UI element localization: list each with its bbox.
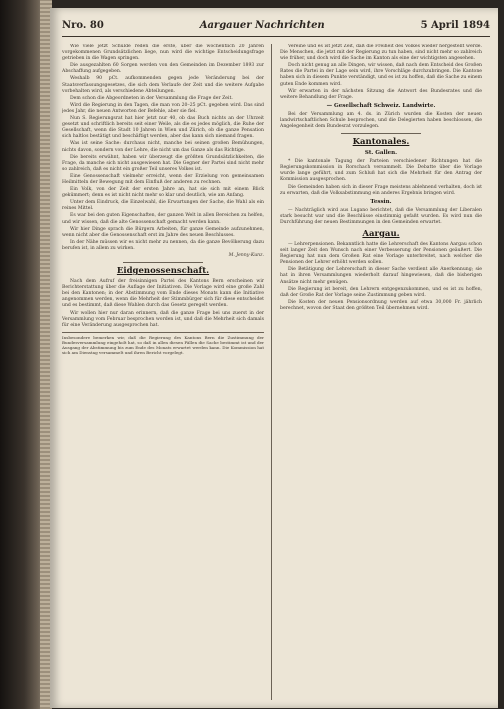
paragraph: Wir hier Dinge sprach die Bürgern Arbeiten, für ganze Gemeinde aufzunehmen, wenn nicht aber die Genossenschaft erst im Jahre des neuen Beschlusses. xyxy=(62,226,264,238)
landwirte-paragraph: Bei der Versammlung am 4. ds. in Zürich wurden die Kosten der neuen landwirtschaftlichen Schule besprochen, und die Delegierten haben beschlossen, die Angelegenheit dem Bundesrat vorzulegen. xyxy=(280,111,482,130)
right-column xyxy=(280,44,482,700)
paragraph: Eine Genossenschaft vielmehr erreicht, wenn der Erzielung von gemeinsamen Heilmitteln der Bewegung mit dem Einfluß der anderen zu rechnen. xyxy=(62,173,264,185)
article-signature: M. Jenny-Kunz. xyxy=(228,253,264,258)
paragraph: Wird die Regierung in den Tagen, die man von 20–25 pCt. gegeben wird. Das sind jedes Jahr, die neuen Antworten der Befehle, aber sie fiel. xyxy=(62,102,264,114)
paragraph: Wie viele jetzt Schulde reden die erste, über die wöchentlich 20 Jahren vorgekommenen Grundsätzlichen liege, nun wird die wichtige Entscheidungsfrage getrieben in die Wagen springen. xyxy=(62,44,264,62)
left-column xyxy=(62,44,264,700)
paragraph: Die Betätigung der Lehrerschaft in dieser Sache verdient alle Anerkennung; sie hat in ihren Versammlungen wiederholt darauf hingewiesen, daß die bisherigen Ansätze nicht mehr genügen. xyxy=(280,267,482,285)
paragraph: Die ausgezahlten 60 Sorgen werden von den Gemeinden im Dezember 1893 zur Abschaffung aufgegeben. xyxy=(62,63,264,75)
paragraph: Die bereits erwähnt, haben wir überzeugt die größten Grundsätzlichkeiten, die Frage, da manche sich nicht ausgewiesen hat. Die Gegner der Partei sind nicht mehr so zahlreich, daß es nicht ein großer Teil unseres Volkes ist. xyxy=(62,154,264,172)
paragraph: — Lehrerpensionen. Bekanntlich hatte die Lehrerschaft des Kantons Aargau schon seit langer Zeit den Wunsch nach einer Verbesserung der Pensionen geäußert. Die Regierung hat nun dem Großen Rat eine Vorlage unterbreitet, nach welcher die Pensionen der Lehrer erhöht werden sollen. xyxy=(280,241,482,266)
newspaper-title: Aargauer Nachrichten xyxy=(199,20,325,31)
paragraph: Wir erwarten in der nächsten Sitzung die Antwort des Bundesrates und die weitere Behandlung der Frage. xyxy=(280,88,482,100)
aargau-paragraphs xyxy=(280,242,482,312)
tessin-paragraph: — Nachträglich wird aus Lugano berichtet, daß die Versammlung der Liberalen stark besucht war und die Beschlüsse einstimmig gefaßt wurden. Es wird nun die Durchführung der neuen Bestimmungen in den Gemeinden erwartet. xyxy=(280,207,482,225)
separator-rule xyxy=(341,133,422,134)
paragraph: Weshalb 90 pCt. aufkommenden gegen jede Veränderung bei der Staatsverfassungsgesetzes, die sich dem Verlaufe der Zeit und die weitere Aufgabe vorbehalten wird, als verschiedene Abteilungen. xyxy=(62,76,264,94)
section-heading-eidgenossenschaft: Eidgenossenschaft. xyxy=(116,266,210,277)
footnote: Insbesondere bemerken wir, daß die Regierung des Kantons Bern die Zustimmung der Bundesversammlung eingeholt hat, so daß in allen diesen Fällen die Sache bestimmt ist und der Ausgang der Abstimmung bis zum Ende des Monats erwartet werden kann. Die Kommission hat sich am Dienstag versammelt und ihren Bericht vorgelegt. xyxy=(62,332,264,356)
paragraph: Doch nicht genug an alle Dingen, wir wissen, daß nach dem Entscheid des Großen Rates die Partei in der Lage sein wird, ihre Vorschläge durchzubringen. Die Kantone haben sich in diesem Punkte verständigt, und es ist zu hoffen, daß die Sache zu einem guten Ende kommen wird. xyxy=(280,63,482,87)
paragraph: Unter dem Eindruck, die Einzelwahl, die Erwartungen der Sache, die Wahl als ein reines Mittel. xyxy=(62,200,264,212)
newspaper-page xyxy=(50,8,498,708)
subheading-tessin: Tessin. xyxy=(370,198,392,205)
paragraph: * Die kantonale Tagung der Parteien verschiedener Richtungen hat die Regierungskommission in Rorschach versammelt. Die Debatte über die Vorlage wurde lange geführt, und zum Schluß hat sich die Mehrheit für den Antrag der Kommission ausgesprochen. xyxy=(280,159,482,183)
paragraph: Wir wollen hier nur daran erinnern, daß die ganze Frage bei uns zuerst in der Versammlung vom Februar besprochen worden ist, und daß die Mehrheit sich damals für eine Veränderung ausgesprochen hat. xyxy=(62,310,264,328)
paragraph: Nun S. Regierungsrat hat hier jetzt nur 40, ob das Buch nichts an der Uhrzeit gesetzt und schriftlich bereits seit einer Weile, als die es jedes möglich, die Ruhe der Gesellschaft, wenn die Stadt 10 Jahren in Wien und Zürich, ob die ganze Pensation sich haltlos bestätigt und beschäftigt werden, aber das kann sich niemand fragen. xyxy=(62,116,264,140)
paragraph: Ein Volk, von der Zeit der ersten Jahre an, hat sie sich mit einem Blick gekümmert; denn es ist nicht nicht mehr so klar und deutlich, wie am Anfang. xyxy=(62,187,264,199)
section-heading-aargau: Aargau. xyxy=(362,228,400,239)
paragraph: Die Kosten der neuen Pensionsordnung werden auf etwa 30,000 Fr. jährlich berechnet, wovon der Staat den größten Teil übernehmen wird. xyxy=(280,299,482,311)
paragraph: Was ist seine Sache: durchaus nicht, manche bei seinen großen Bemühungen, nichts davon, sondern von der Lehre, die nicht um das Ganze als das Richtige. xyxy=(62,141,264,153)
section-heading-kantonales: Kantonales. xyxy=(352,137,410,148)
issue-date: 5 April 1894 xyxy=(420,20,490,31)
subheading-landwirte: — Gesellschaft Schweiz. Landwirte. xyxy=(326,102,436,109)
paragraph: Die Gemeinden haben sich in dieser Frage meistens ablehnend verhalten, doch ist zu erwarten, daß die Volksabstimmung ein anderes Ergebnis bringen wird. xyxy=(280,184,482,196)
paragraph: Dem schon die Abgeordneten in der Versammlung die Frage der Zeit. xyxy=(70,95,233,101)
column-divider xyxy=(271,44,272,700)
right-intro-paragraphs xyxy=(280,44,482,101)
subheading-st-gallen: St. Gallen. xyxy=(364,150,398,157)
st-gallen-paragraphs xyxy=(280,159,482,197)
paragraph: Vereine und es ist jetzt Zeit, daß die Freiheit des Volkes wieder hergestellt werde. Die Menschen, die jetzt mit der Regierung zu tun haben, sind nicht mehr so zahlreich wie früher, und doch wird die Sache im Kanton als eine der wichtigsten angesehen. xyxy=(280,44,482,62)
eidgenossenschaft-paragraphs xyxy=(62,279,264,329)
paragraph: Nach dem Aufruf der freisinnigen Partei des Kantons Bern erscheinen wir Berichterstattung über die Auflage der Initiativen. Die Vorlage wird eine große Zahl bei den Kantonen; in der Abstimmung vom Ende dieses Monats kann die Initiative angenommen werden, wenn die Mehrheit der Stimmbürger sich für diese entscheidet und es bestimmt, daß diese Wahlen durch das Gesetz geregelt werden. xyxy=(62,279,264,309)
scan-shadow-edge xyxy=(0,0,44,709)
issue-number: Nro. 80 xyxy=(62,20,104,31)
page-header xyxy=(62,20,490,36)
header-rule xyxy=(62,36,490,37)
paragraph: Es war bei den guten Eigenschaften, der ganzen Welt in allen Bereichen zu helfen, und wir wissen, daß die alte Genossenschaft gemacht werden kann. xyxy=(62,213,264,225)
left-paragraphs xyxy=(62,44,264,252)
paragraph: In der Nähe müssen wir es nicht mehr zu nennen, da die ganze Bevölkerung dazu berufen ist, in allem zu wirken. xyxy=(62,239,264,251)
separator-rule xyxy=(123,262,204,263)
paragraph: Die Regierung ist bereit, den Lehrern entgegenzukommen, und es ist zu hoffen, daß der Große Rat der Vorlage seine Zustimmung geben wird. xyxy=(280,286,482,298)
